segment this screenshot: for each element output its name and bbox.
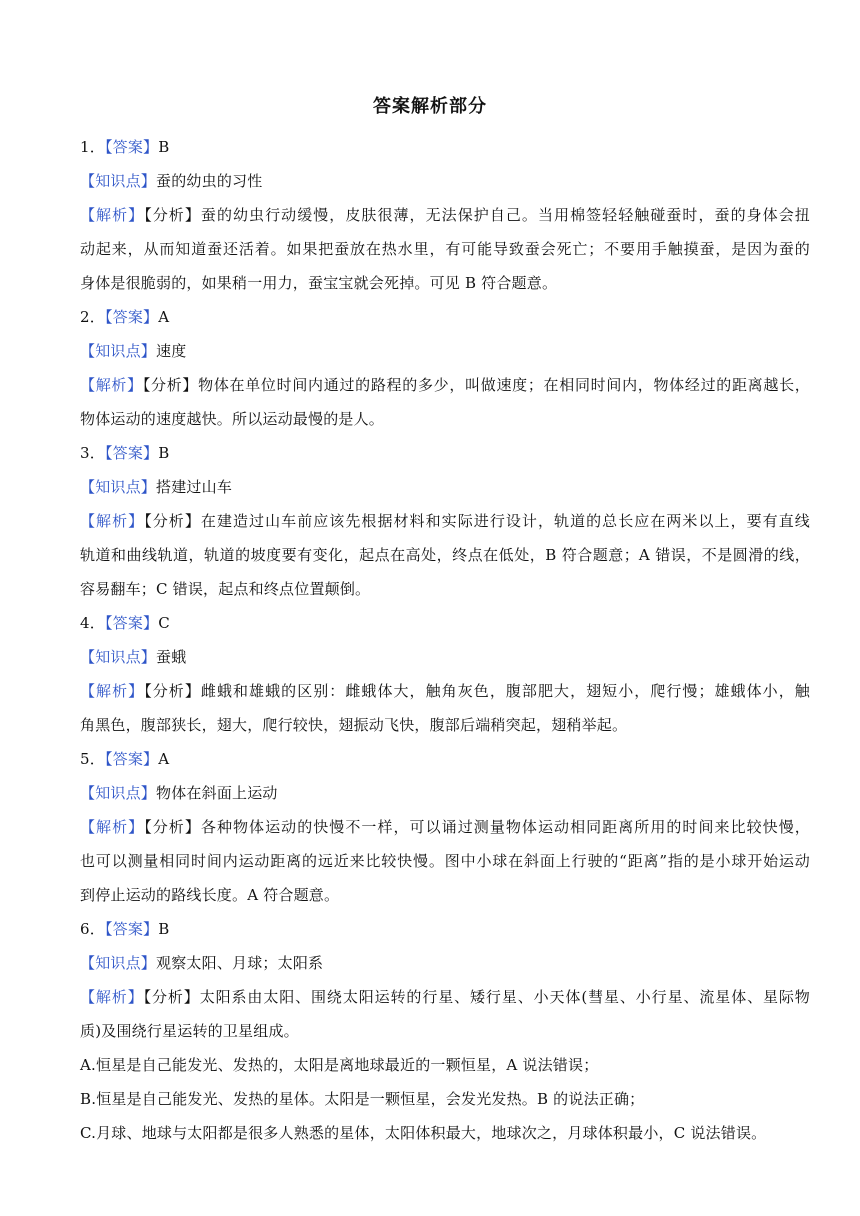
knowledge-line: [80, 946, 810, 980]
analysis-text: 物体在单位时间内通过的路程的多少，叫做速度；在相同时间内，物体经过的距离越长，: [198, 376, 810, 394]
analysis-text: 也可以测量相同时间内运动距离的远近来比较快慢。图中小球在斜面上行驶的“距离”指的是小球开始运动: [80, 852, 810, 870]
answer-line: [80, 300, 810, 334]
answer-line: [80, 606, 810, 640]
knowledge-line: [80, 470, 810, 504]
knowledge-value: 速度: [156, 342, 187, 360]
answer-value: B: [158, 920, 170, 938]
analysis-line: [80, 198, 810, 232]
analysis-line: [80, 266, 810, 300]
answer-value: B: [158, 138, 170, 156]
analysis-sub-label: 【分析】: [144, 682, 201, 700]
knowledge-label: 【知识点】: [80, 172, 157, 190]
answer-line: [80, 742, 810, 776]
knowledge-label: 【知识点】: [80, 784, 157, 802]
analysis-line: [80, 232, 810, 266]
analysis-label: 【解析】: [80, 988, 144, 1006]
answer-label: 【答案】: [104, 138, 159, 156]
analysis-line: [80, 538, 810, 572]
knowledge-line: [80, 334, 810, 368]
answer-label: 【答案】: [104, 614, 159, 632]
knowledge-value: 蚕的幼虫的习性: [156, 172, 263, 190]
analysis-text: C.月球、地球与太阳都是很多人熟悉的星体，太阳体积最大，地球次之，月球体积最小，C 说法错误。: [80, 1124, 767, 1142]
analysis-text: 蚕的幼虫行动缓慢，皮肤很薄，无法保护自己。当用棉签轻轻触碰蚕时，蚕的身体会扭: [200, 206, 810, 224]
answer-value: C: [158, 614, 170, 632]
answer-label: 【答案】: [104, 444, 159, 462]
analysis-label: 【解析】: [80, 682, 145, 700]
analysis-text: 轨道和曲线轨道，轨道的坡度要有变化，起点在高处，终点在低处，B 符合题意；A 错误，不是圆滑的线，: [80, 546, 810, 564]
analysis-text: A.恒星是自己能发光、发热的，太阳是离地球最近的一颗恒星，A 说法错误；: [80, 1056, 599, 1074]
answer-list: [80, 130, 810, 1150]
analysis-line: [80, 368, 810, 402]
analysis-text: 动起来，从而知道蚕还活着。如果把蚕放在热水里，有可能导致蚕会死亡；不要用手触摸蚕，是因为蚕的: [80, 240, 810, 258]
knowledge-label: 【知识点】: [80, 648, 157, 666]
knowledge-label: 【知识点】: [80, 954, 157, 972]
analysis-line: [80, 708, 810, 742]
analysis-text: 身体是很脆弱的，如果稍一用力，蚕宝宝就会死掉。可见 B 符合题意。: [80, 274, 558, 292]
analysis-line: [80, 674, 810, 708]
analysis-text: 太阳系由太阳、围绕太阳运转的行星、矮行星、小天体(彗星、小行星、流星体、星际物: [199, 988, 810, 1006]
analysis-label: 【解析】: [80, 206, 145, 224]
analysis-line: [80, 1082, 810, 1116]
analysis-line: [80, 980, 810, 1014]
analysis-sub-label: 【分析】: [142, 376, 199, 394]
page-title: 答案解析部分: [373, 96, 487, 117]
analysis-sub-label: 【分析】: [144, 206, 201, 224]
analysis-label: 【解析】: [80, 818, 145, 836]
analysis-line: [80, 572, 810, 606]
analysis-line: [80, 878, 810, 912]
analysis-line: [80, 402, 810, 436]
analysis-label: 【解析】: [80, 512, 145, 530]
analysis-sub-label: 【分析】: [144, 512, 201, 530]
knowledge-value: 观察太阳、月球；太阳系: [156, 954, 324, 972]
analysis-text: 雌蛾和雄蛾的区别：雌蛾体大，触角灰色，腹部肥大，翅短小，爬行慢；雄蛾体小，触: [200, 682, 810, 700]
knowledge-line: [80, 640, 810, 674]
answer-value: A: [158, 308, 170, 326]
question-number: 6．: [80, 920, 105, 938]
knowledge-label: 【知识点】: [80, 342, 157, 360]
analysis-line: [80, 1014, 810, 1048]
question-number: 5．: [80, 750, 105, 768]
analysis-line: [80, 1048, 810, 1082]
knowledge-value: 物体在斜面上运动: [156, 784, 278, 802]
analysis-text: B.恒星是自己能发光、发热的星体。太阳是一颗恒星，会发光发热。B 的说法正确；: [80, 1090, 645, 1108]
knowledge-line: [80, 164, 810, 198]
knowledge-label: 【知识点】: [80, 478, 157, 496]
analysis-sub-label: 【分析】: [144, 818, 201, 836]
question-number: 4．: [80, 614, 105, 632]
answer-label: 【答案】: [104, 750, 159, 768]
analysis-text: 容易翻车；C 错误，起点和终点位置颠倒。: [80, 580, 371, 598]
analysis-text: 质)及围绕行星运转的卫星组成。: [80, 1022, 299, 1040]
analysis-text: 在建造过山车前应该先根据材料和实际进行设计，轨道的总长应在两米以上，要有直线: [200, 512, 810, 530]
answer-line: [80, 130, 810, 164]
analysis-text: 角黑色，腹部狭长，翅大，爬行较快，翅振动飞快，腹部后端稍突起，翅稍举起。: [80, 716, 628, 734]
knowledge-line: [80, 776, 810, 810]
answer-label: 【答案】: [104, 920, 159, 938]
analysis-line: [80, 810, 810, 844]
question-number: 2．: [80, 308, 105, 326]
answer-line: [80, 912, 810, 946]
question-number: 3．: [80, 444, 105, 462]
knowledge-value: 搭建过山车: [156, 478, 233, 496]
analysis-line: [80, 1116, 810, 1150]
knowledge-value: 蚕蛾: [156, 648, 187, 666]
question-number: 1．: [80, 138, 105, 156]
analysis-text: 到停止运动的路线长度。A 符合题意。: [80, 886, 340, 904]
analysis-text: 物体运动的速度越快。所以运动最慢的是人。: [80, 410, 385, 428]
analysis-label: 【解析】: [80, 376, 143, 394]
answer-label: 【答案】: [104, 308, 159, 326]
answer-line: [80, 436, 810, 470]
analysis-line: [80, 504, 810, 538]
answer-value: A: [158, 750, 170, 768]
analysis-text: 各种物体运动的快慢不一样，可以诵过测量物体运动相同距离所用的时间来比较快慢，: [200, 818, 810, 836]
analysis-sub-label: 【分析】: [143, 988, 200, 1006]
analysis-line: [80, 844, 810, 878]
answer-value: B: [158, 444, 170, 462]
